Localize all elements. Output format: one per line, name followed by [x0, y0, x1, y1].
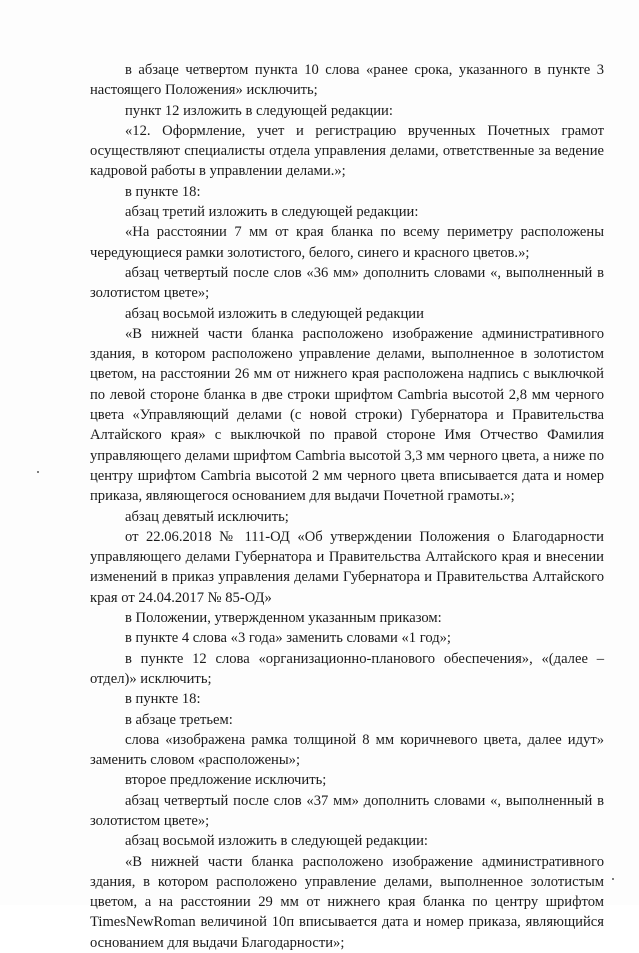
- paragraph-16: в абзаце третьем:: [125, 711, 233, 728]
- paragraph-1: в абзаце четвертом пункта 10 слова «ранее срока, указанного в пункте 3 настоящего Положения» исключить;: [90, 62, 604, 99]
- scan-speck: [37, 471, 39, 473]
- paragraph-21: «В нижней части бланка расположено изображение административного здания, в котором расположено управление делами, выполненное золотистым цветом, а на расстоянии 29 мм от нижнего края бланка по центру шрифтом TimesNewRoman величиной 10п вписывается дата и номер приказа, являющийся основанием для выдачи Благодарности»;: [90, 853, 604, 951]
- paragraph-2: пункт 12 изложить в следующей редакции:: [125, 102, 393, 119]
- paragraph-8: абзац восьмой изложить в следующей редакции: [125, 305, 424, 322]
- scan-speck: [612, 878, 614, 880]
- paragraph-14: в пункте 12 слова «организационно-планового обеспечения», «(далее – отдел)» исключить;: [90, 650, 604, 687]
- paragraph-7: абзац четвертый после слов «36 мм» дополнить словами «, выполненный в золотистом цвете»;: [90, 264, 604, 302]
- paragraph-6: «На расстоянии 7 мм от края бланка по всему периметру расположены чередующиеся рамки золотистого, белого, синего и красного цветов.»;: [90, 224, 604, 261]
- paragraph-17: слова «изображена рамка толщиной 8 мм коричневого цвета, далее идут» заменить словом «расположены»;: [90, 731, 604, 769]
- paragraph-4: в пункте 18:: [125, 183, 201, 200]
- paragraph-20: абзац восьмой изложить в следующей редакции:: [125, 833, 428, 850]
- paragraph-13: в пункте 4 слова «3 года» заменить словами «1 год»;: [125, 630, 451, 647]
- paragraph-10: абзац девятый исключить;: [125, 508, 289, 525]
- paragraph-9: «В нижней части бланка расположено изображение административного здания, в котором расположено управление делами, выполненное в золотистом цветом, на расстоянии 26 мм от нижнего края расположена надпись с выключкой по левой стороне бланка в две строки шрифтом Cambria высотой 2,8 мм черного цвета «Управляющий делами (с новой строки) Губернатора и Правительства Алтайского края» с выключкой по правой стороне Имя Отчество Фамилия управляющего делами шрифтом Cambria высотой 3,3 мм черного цвета, а ниже по центру шрифтом Cambria высотой 2 мм черного цвета вписывается дата и номер приказа, являющегося основанием для выдачи Почетной грамоты.»;: [90, 325, 604, 505]
- document-body: [90, 60, 604, 953]
- paragraph-11: от 22.06.2018 № 111-ОД «Об утверждении Положения о Благодарности управляющего делами Губернатора и Правительства Алтайского края и внесении изменений в приказ управления делами Губернатора и Правительства Алтайского края от 24.04.2017 № 85-ОД»: [90, 528, 604, 606]
- paragraph-18: второе предложение исключить;: [125, 772, 327, 789]
- paragraph-15: в пункте 18:: [125, 691, 201, 708]
- paragraph-12: в Положении, утвержденном указанным приказом:: [125, 610, 442, 627]
- paragraph-19: абзац четвертый после слов «37 мм» дополнить словами «, выполненный в золотистом цвете»;: [90, 792, 604, 829]
- paragraph-3: «12. Оформление, учет и регистрацию врученных Почетных грамот осуществляют специалисты отдела управления делами, ответственные за ведение кадровой работы в управлении делами.»;: [90, 122, 604, 180]
- paragraph-5: абзац третий изложить в следующей редакции:: [125, 204, 419, 221]
